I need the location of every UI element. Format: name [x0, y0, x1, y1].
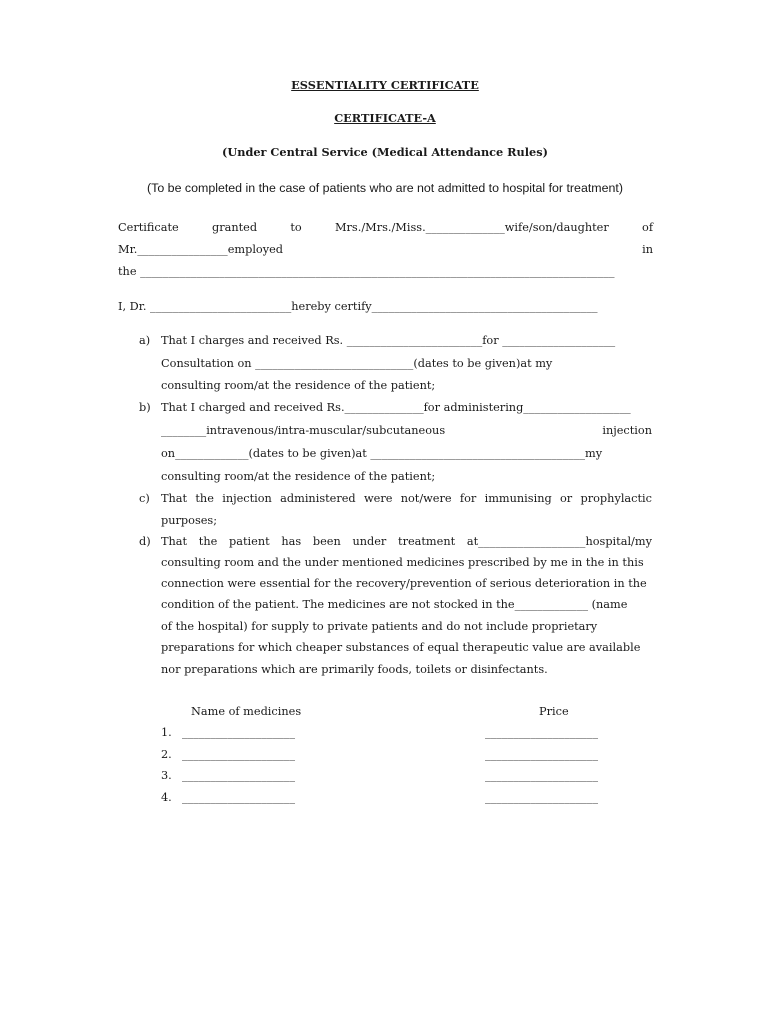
doctor-certify-line: I, Dr. _________________________hereby certify________________________________________ [118, 300, 598, 313]
item-c-word: administered [280, 492, 356, 505]
medicine-row-number: 1. [161, 726, 172, 739]
intro-word: Mrs./Mrs./Miss.______________wife/son/daughter [334, 221, 609, 234]
item-b-line [161, 424, 652, 438]
item-c-word: the [195, 492, 214, 505]
intro-word: Mr.________________employed [118, 243, 284, 256]
medicine-name-blank: ____________________ [182, 726, 295, 739]
medicine-price-blank: ____________________ [485, 726, 598, 739]
item-d-word: the [198, 535, 218, 548]
item-b-word: ________intravenous/intra-muscular/subcutaneous [161, 424, 446, 437]
item-d-line: consulting room and the under mentioned medicines prescribed by me in the in this [161, 556, 644, 569]
item-d-word: treatment [398, 535, 456, 548]
medicine-price-blank: ____________________ [485, 769, 598, 782]
item-d-line [161, 535, 652, 549]
intro-line-2 [118, 243, 653, 257]
rules-heading: (Under Central Service (Medical Attendance Rules) [222, 145, 548, 159]
medicine-name-blank: ____________________ [182, 769, 295, 782]
item-d-word: patient [229, 535, 270, 548]
medicine-name-blank: ____________________ [182, 791, 295, 804]
item-b-line: consulting room/at the residence of the patient; [161, 470, 436, 483]
item-d-word: under [352, 535, 387, 548]
item-c-line [161, 492, 652, 506]
item-c-word: injection [222, 492, 272, 505]
intro-word: Certificate [118, 221, 179, 234]
intro-word: to [290, 221, 302, 234]
item-d-word: That [161, 535, 188, 548]
medicines-name-header: Name of medicines [191, 705, 302, 718]
medicine-row-number: 3. [161, 769, 172, 782]
intro-line-1 [118, 221, 653, 235]
item-d-word: been [312, 535, 341, 548]
medicine-price-blank: ____________________ [485, 791, 598, 804]
item-d-line: of the hospital) for supply to private patients and do not include proprietary [161, 620, 598, 633]
item-a-line: That I charges and received Rs. ________________________for ____________________ [161, 334, 616, 347]
item-a-line: Consultation on ____________________________(dates to be given)at my [161, 357, 553, 370]
intro-line-3: the ____________________________________________________________________________________ [118, 265, 615, 278]
item-c-word: or [560, 492, 573, 505]
item-c-word: for [459, 492, 477, 505]
item-d-line: condition of the patient. The medicines are not stocked in the_____________ (name [161, 598, 628, 611]
item-d-line: preparations for which cheaper substances of equal therapeutic value are available [161, 641, 641, 654]
medicine-row-number: 4. [161, 791, 172, 804]
medicine-row-number: 2. [161, 748, 172, 761]
item-marker-a: a) [139, 334, 151, 347]
medicines-price-header: Price [539, 705, 569, 718]
item-d-word: at___________________hospital/my [466, 535, 652, 548]
item-b-line: That I charged and received Rs.______________for administering___________________ [161, 401, 631, 414]
item-d-line: nor preparations which are primarily foods, toilets or disinfectants. [161, 663, 548, 676]
item-d-word: has [281, 535, 302, 548]
item-c-word: immunising [484, 492, 552, 505]
item-a-line: consulting room/at the residence of the patient; [161, 379, 436, 392]
intro-word: granted [211, 221, 258, 234]
certificate-subtitle: CERTIFICATE-A [334, 111, 436, 125]
item-d-line: connection were essential for the recovery/prevention of serious deterioration in the [161, 577, 647, 590]
item-marker-c: c) [139, 492, 150, 505]
item-c-word: prophylactic [580, 492, 652, 505]
item-marker-d: d) [139, 535, 151, 548]
intro-word: of [642, 221, 653, 234]
item-b-word: injection [602, 424, 652, 437]
item-c-line: purposes; [161, 514, 218, 527]
intro-word: in [642, 243, 653, 256]
item-marker-b: b) [139, 401, 151, 414]
item-c-word: not/were [400, 492, 452, 505]
item-c-word: That [161, 492, 188, 505]
item-c-word: were [363, 492, 393, 505]
document-title: ESSENTIALITY CERTIFICATE [291, 78, 479, 92]
item-b-line: on_____________(dates to be given)at ______________________________________my [161, 447, 603, 460]
medicine-price-blank: ____________________ [485, 748, 598, 761]
completion-note: (To be completed in the case of patients who are not admitted to hospital for treatment) [147, 181, 623, 195]
medicine-name-blank: ____________________ [182, 748, 295, 761]
